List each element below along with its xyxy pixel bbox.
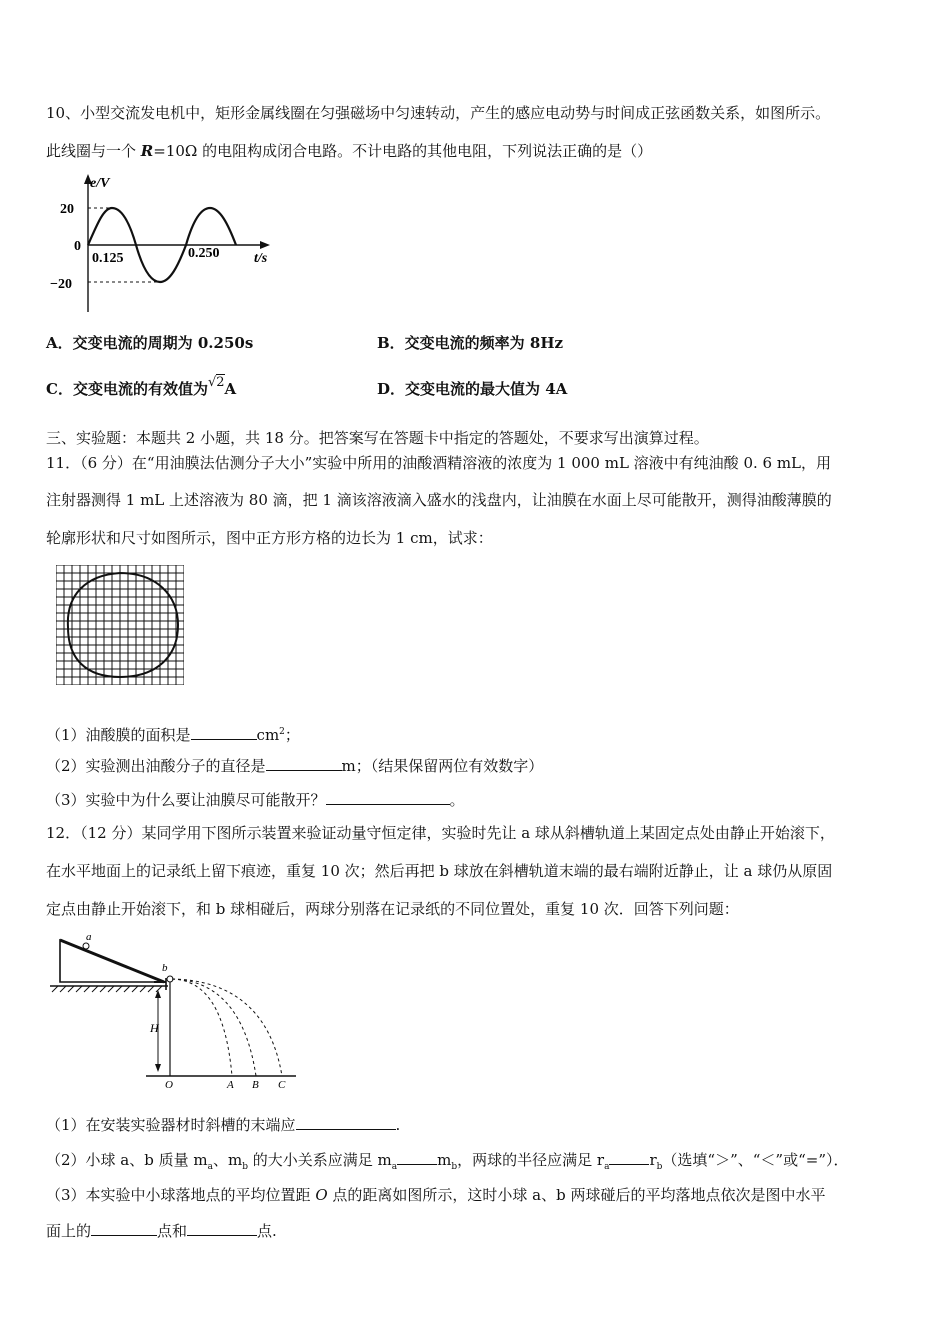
graph-ym20: −20 [50,277,72,292]
label-point-c: C [278,1079,286,1090]
ball-a [83,943,89,949]
graph-y20: 20 [60,202,74,217]
graph-y0: 0 [74,239,81,254]
q12-stem-line1: 12．（12 分）某同学用下图所示装置来验证动量守恒定律，实验时先让 a 球从斜槽轨道上某固定点处由静止开始滚下， [46,824,835,842]
graph-x1: 0.125 [92,251,124,266]
q11-stem-line1: 11．（6 分）在“用油膜法估测分子大小”实验中所用的油酸酒精溶液的浓度为 1 000 mL 溶液中有纯油酸 0. 6 mL，用 [46,454,832,472]
q10-stem-line2: 此线圈与一个 R=10Ω 的电阻构成闭合电路。不计电路的其他电阻，下列说法正确的是（） [46,142,653,160]
label-ball-a: a [86,931,92,943]
q12-sub3-line1: （3）本实验中小球落地点的平均位置距 O 点的距离如图所示，这时小球 a、b 两球碰后的平均落地点依次是图中水平 [46,1186,826,1204]
label-ball-b: b [162,962,168,974]
q10-option-d: D．交变电流的最大值为 4A [377,380,568,398]
q11-sub1: （1）油酸膜的面积是 $cm^2$； [46,726,300,744]
graph-ylabel: e/V [90,176,110,191]
q12-sub3-line2: 面上的 点和 点. [46,1222,277,1240]
label-origin: O [165,1079,173,1090]
label-point-a: A [227,1079,234,1090]
q10-option-b: B．交变电流的频率为 8Hz [377,334,564,352]
q10-option-c: C．交变电流的有效值为√2A [46,375,237,398]
label-point-b: B [252,1079,259,1090]
graph-xlabel: t/s [254,251,268,266]
q11-stem-line3: 轮廓形状和尺寸如图所示，图中正方形方格的边长为 1 cm，试求： [46,529,493,547]
q10-option-a: A．交变电流的周期为 0.250s [46,334,254,352]
section3-heading: 三、实验题：本题共 2 小题，共 18 分。把答案写在答题卡中指定的答题处，不要求写出演算过程。 [46,429,709,447]
q12-collision-apparatus [46,930,306,1090]
label-height: H [150,1021,159,1035]
q10-stem-line1: 10、小型交流发电机中，矩形金属线圈在匀强磁场中匀速转动，产生的感应电动势与时间成正弦函数关系，如图所示。 [46,104,831,122]
q12-sub1: （1）在安装实验器材时斜槽的末端应 . [46,1116,401,1134]
q11-oil-film-grid [56,565,184,685]
q11-sub3: （3）实验中为什么要让油膜尽可能散开？ 。 [46,791,465,809]
q10-sine-graph [46,172,286,317]
q12-sub2: （2）小球 a、b 质量 $m_a$、$m_b$ 的大小关系应满足 $m_a$ $m_b$，两球的半径应满足 $r_a$ $r_b$（选填“＞”、“＜”或“=”）． [46,1151,849,1172]
q11-sub2: （2）实验测出油酸分子的直径是 m；（结果保留两位有效数字） [46,757,544,775]
q12-stem-line3: 定点由静止开始滚下，和 b 球相碰后，两球分别落在记录纸的不同位置处，重复 10 次．回答下列问题： [46,900,739,918]
q11-stem-line2: 注射器测得 1 mL 上述溶液为 80 滴，把 1 滴该溶液滴入盛水的浅盘内，让油膜在水面上尽可能散开，测得油酸薄膜的 [46,491,832,509]
q12-stem-line2: 在水平地面上的记录纸上留下痕迹，重复 10 次；然后再把 b 球放在斜槽轨道末端的最右端附近静止，让 a 球仍从原固 [46,862,833,880]
graph-x2: 0.250 [188,246,220,261]
